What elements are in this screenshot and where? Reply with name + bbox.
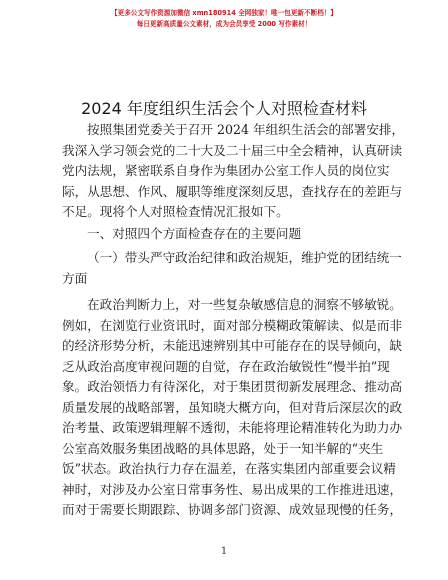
paragraph-line: 公室高效服务集团战略的具体思路，处于一知半解的“夹生 [62, 440, 384, 456]
subheading-line: （一）带头严守政治纪律和政治规矩，维护党的团结统一 [87, 250, 402, 265]
intro-line: 我深入学习领会党的二十大及二十届三中全会精神，认真研读 [62, 142, 403, 158]
intro-line: 党内法规，紧密联系自身作为集团办公室工作人员的岗位实 [62, 163, 390, 178]
paragraph-line: 在政治判断力上，对一些复杂敏感信息的洞察不够敏锐。 [87, 297, 402, 312]
intro-line: 按照集团党委关于召开 2024 年组织生活会的部署安排， [87, 122, 405, 137]
paragraph-line: 乏从政治高度审视问题的自觉，存在政治敏锐性“慢半拍”现 [62, 358, 390, 374]
page-number: 1 [220, 546, 228, 557]
paragraph-line: 神时，对涉及办公室日常事务性、易出成果的工作推进迅速， [62, 481, 403, 497]
body-paragraph [62, 295, 403, 521]
promo-banner-line-1: 【更多公文写作资源加微信 xmn180914 全网独家！唯一包更新不断档！】 [111, 9, 337, 17]
intro-line: 不足。现将个人对照检查情况汇报如下。 [62, 204, 289, 219]
paragraph-line: 的经济形势分析，未能迅速辨别其中可能存在的误导倾向，缺 [62, 338, 403, 353]
section-heading: 一、对照四个方面检查存在的主要问题 [87, 225, 302, 241]
paragraph-line: 象。政治领悟力有待深化，对于集团贯彻新发展理念、推动高 [62, 379, 403, 394]
document-title: 2024 年度组织生活会个人对照检查材料 [81, 99, 367, 118]
subheading-line: 方面 [62, 270, 88, 286]
subheading [62, 248, 402, 289]
intro-line: 际，从思想、作风、履职等维度深刻反思，查找存在的差距与 [62, 183, 403, 199]
promo-banner-line-2: 每日更新高质量公文素材，成为会员享受 2000 写作素材！ [136, 20, 312, 28]
promo-banner [0, 8, 448, 30]
document-body [62, 120, 405, 521]
paragraph-line: 质量发展的战略部署，虽知晓大概方向，但对背后深层次的政 [62, 399, 403, 415]
paragraph-line: 饭”状态。政治执行力存在温差，在落实集团内部重要会议精 [62, 461, 396, 476]
paragraph-line: 而对于需要长期跟踪、协调多部门资源、成效显现慢的任务， [62, 502, 403, 517]
paragraph-line: 治考量、政策逻辑理解不透彻，未能将理论精准转化为助力办 [62, 420, 403, 435]
intro-paragraph [62, 120, 405, 223]
paragraph-line: 例如，在浏览行业资讯时，面对部分模糊政策解读、似是而非 [62, 317, 403, 333]
